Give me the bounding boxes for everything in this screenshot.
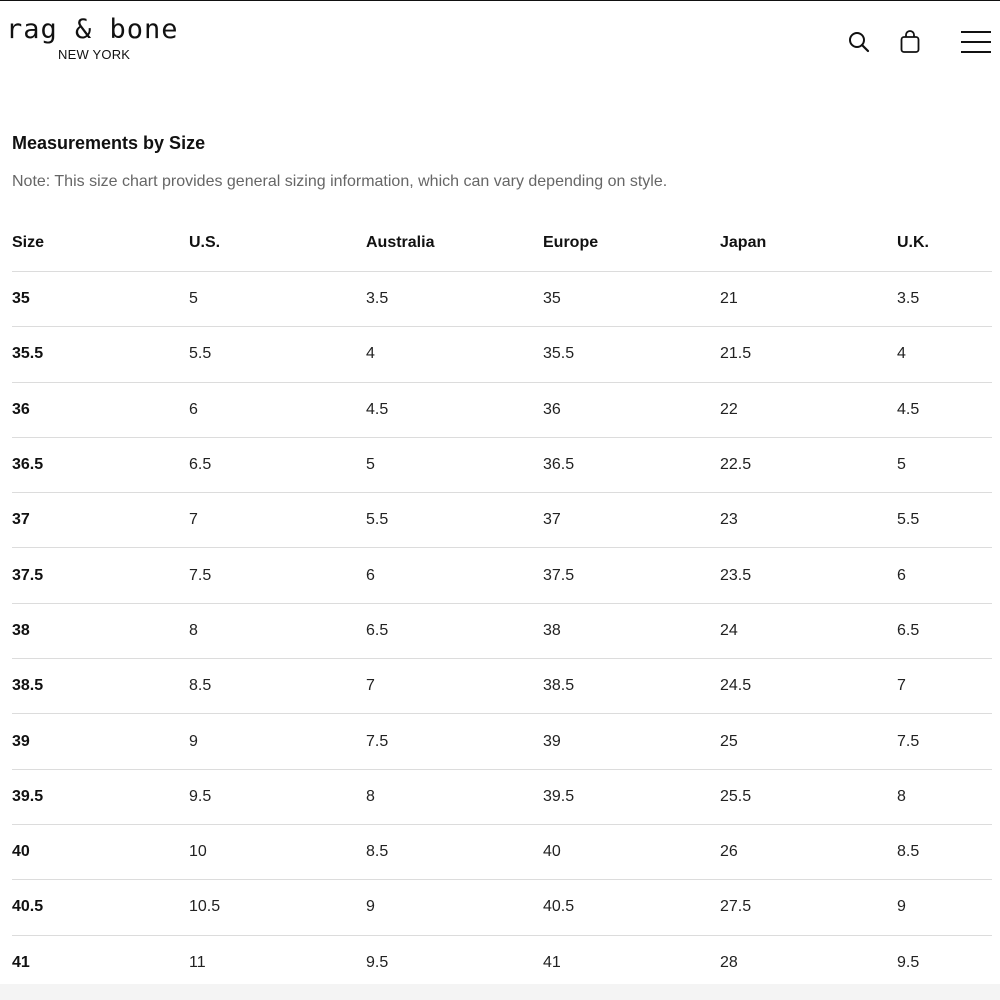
table-cell: 6 xyxy=(366,548,543,603)
column-header: Japan xyxy=(720,215,897,272)
table-cell: 37.5 xyxy=(543,548,720,603)
table-cell: 41 xyxy=(543,935,720,990)
size-note: Note: This size chart provides general sizing information, which can vary depending on style. xyxy=(12,173,668,190)
column-header: U.K. xyxy=(897,215,992,272)
table-cell: 6 xyxy=(189,382,366,437)
table-cell: 39 xyxy=(543,714,720,769)
size-cell: 35.5 xyxy=(12,327,189,382)
table-cell: 11 xyxy=(189,935,366,990)
table-cell: 3.5 xyxy=(897,272,992,327)
table-row xyxy=(12,935,992,990)
table-cell: 8.5 xyxy=(897,824,992,879)
table-cell: 3.5 xyxy=(366,272,543,327)
table-body xyxy=(12,272,992,991)
logo-wordmark: rag & bone xyxy=(6,14,179,45)
table-row xyxy=(12,769,992,824)
table-cell: 38 xyxy=(543,603,720,658)
table-cell: 40 xyxy=(543,824,720,879)
size-cell: 37.5 xyxy=(12,548,189,603)
table-cell: 8.5 xyxy=(189,659,366,714)
table-cell: 38.5 xyxy=(543,659,720,714)
table-cell: 5.5 xyxy=(897,493,992,548)
menu-button[interactable] xyxy=(958,25,994,59)
section-title: Measurements by Size xyxy=(12,133,206,153)
table-cell: 4.5 xyxy=(366,382,543,437)
table-row xyxy=(12,603,992,658)
menu-icon xyxy=(960,29,992,55)
table-row xyxy=(12,714,992,769)
size-table xyxy=(12,215,992,991)
size-cell: 38.5 xyxy=(12,659,189,714)
table-cell: 22.5 xyxy=(720,437,897,492)
size-cell: 40.5 xyxy=(12,880,189,935)
table-cell: 36 xyxy=(543,382,720,437)
table-cell: 27.5 xyxy=(720,880,897,935)
table-cell: 28 xyxy=(720,935,897,990)
table-cell: 9.5 xyxy=(897,935,992,990)
table-cell: 40.5 xyxy=(543,880,720,935)
table-cell: 7.5 xyxy=(189,548,366,603)
size-cell: 35 xyxy=(12,272,189,327)
logo-subtitle: NEW YORK xyxy=(58,47,131,62)
table-cell: 21 xyxy=(720,272,897,327)
table-cell: 10 xyxy=(189,824,366,879)
column-header: Europe xyxy=(543,215,720,272)
table-cell: 10.5 xyxy=(189,880,366,935)
table-row xyxy=(12,493,992,548)
table-cell: 9 xyxy=(897,880,992,935)
table-row xyxy=(12,382,992,437)
table-cell: 8 xyxy=(189,603,366,658)
table-cell: 6 xyxy=(897,548,992,603)
size-chart-section xyxy=(12,129,992,991)
size-cell: 36 xyxy=(12,382,189,437)
table-cell: 8.5 xyxy=(366,824,543,879)
table-cell: 5.5 xyxy=(189,327,366,382)
table-cell: 35 xyxy=(543,272,720,327)
table-cell: 5 xyxy=(897,437,992,492)
table-cell: 23 xyxy=(720,493,897,548)
table-cell: 5 xyxy=(366,437,543,492)
table-row xyxy=(12,824,992,879)
table-cell: 22 xyxy=(720,382,897,437)
size-cell: 41 xyxy=(12,935,189,990)
table-row xyxy=(12,327,992,382)
table-cell: 7 xyxy=(897,659,992,714)
table-cell: 5.5 xyxy=(366,493,543,548)
search-icon xyxy=(848,31,870,53)
table-cell: 8 xyxy=(897,769,992,824)
table-cell: 35.5 xyxy=(543,327,720,382)
table-cell: 5 xyxy=(189,272,366,327)
table-cell: 23.5 xyxy=(720,548,897,603)
table-row xyxy=(12,437,992,492)
size-cell: 40 xyxy=(12,824,189,879)
table-cell: 6.5 xyxy=(897,603,992,658)
shopping-bag-button[interactable] xyxy=(895,27,925,57)
table-cell: 9 xyxy=(189,714,366,769)
table-cell: 37 xyxy=(543,493,720,548)
table-row xyxy=(12,659,992,714)
table-row xyxy=(12,548,992,603)
table-cell: 36.5 xyxy=(543,437,720,492)
table-cell: 39.5 xyxy=(543,769,720,824)
table-row xyxy=(12,272,992,327)
column-header: U.S. xyxy=(189,215,366,272)
size-cell: 36.5 xyxy=(12,437,189,492)
column-header: Australia xyxy=(366,215,543,272)
bag-icon xyxy=(899,30,921,54)
table-cell: 7.5 xyxy=(897,714,992,769)
table-cell: 25 xyxy=(720,714,897,769)
table-cell: 9.5 xyxy=(189,769,366,824)
table-cell: 8 xyxy=(366,769,543,824)
bottom-edge xyxy=(0,984,1000,1000)
table-cell: 26 xyxy=(720,824,897,879)
table-cell: 21.5 xyxy=(720,327,897,382)
column-header: Size xyxy=(12,215,189,272)
size-cell: 38 xyxy=(12,603,189,658)
brand-logo[interactable] xyxy=(6,15,196,62)
size-cell: 39.5 xyxy=(12,769,189,824)
table-cell: 6.5 xyxy=(366,603,543,658)
table-cell: 24.5 xyxy=(720,659,897,714)
table-cell: 7.5 xyxy=(366,714,543,769)
table-cell: 4 xyxy=(366,327,543,382)
table-cell: 7 xyxy=(189,493,366,548)
size-cell: 39 xyxy=(12,714,189,769)
size-cell: 37 xyxy=(12,493,189,548)
table-cell: 6.5 xyxy=(189,437,366,492)
table-header-row xyxy=(12,215,992,272)
site-header xyxy=(0,1,1000,81)
table-cell: 25.5 xyxy=(720,769,897,824)
table-cell: 9 xyxy=(366,880,543,935)
table-row xyxy=(12,880,992,935)
table-cell: 4.5 xyxy=(897,382,992,437)
table-cell: 7 xyxy=(366,659,543,714)
table-cell: 4 xyxy=(897,327,992,382)
search-button[interactable] xyxy=(844,27,874,57)
table-cell: 9.5 xyxy=(366,935,543,990)
table-cell: 24 xyxy=(720,603,897,658)
